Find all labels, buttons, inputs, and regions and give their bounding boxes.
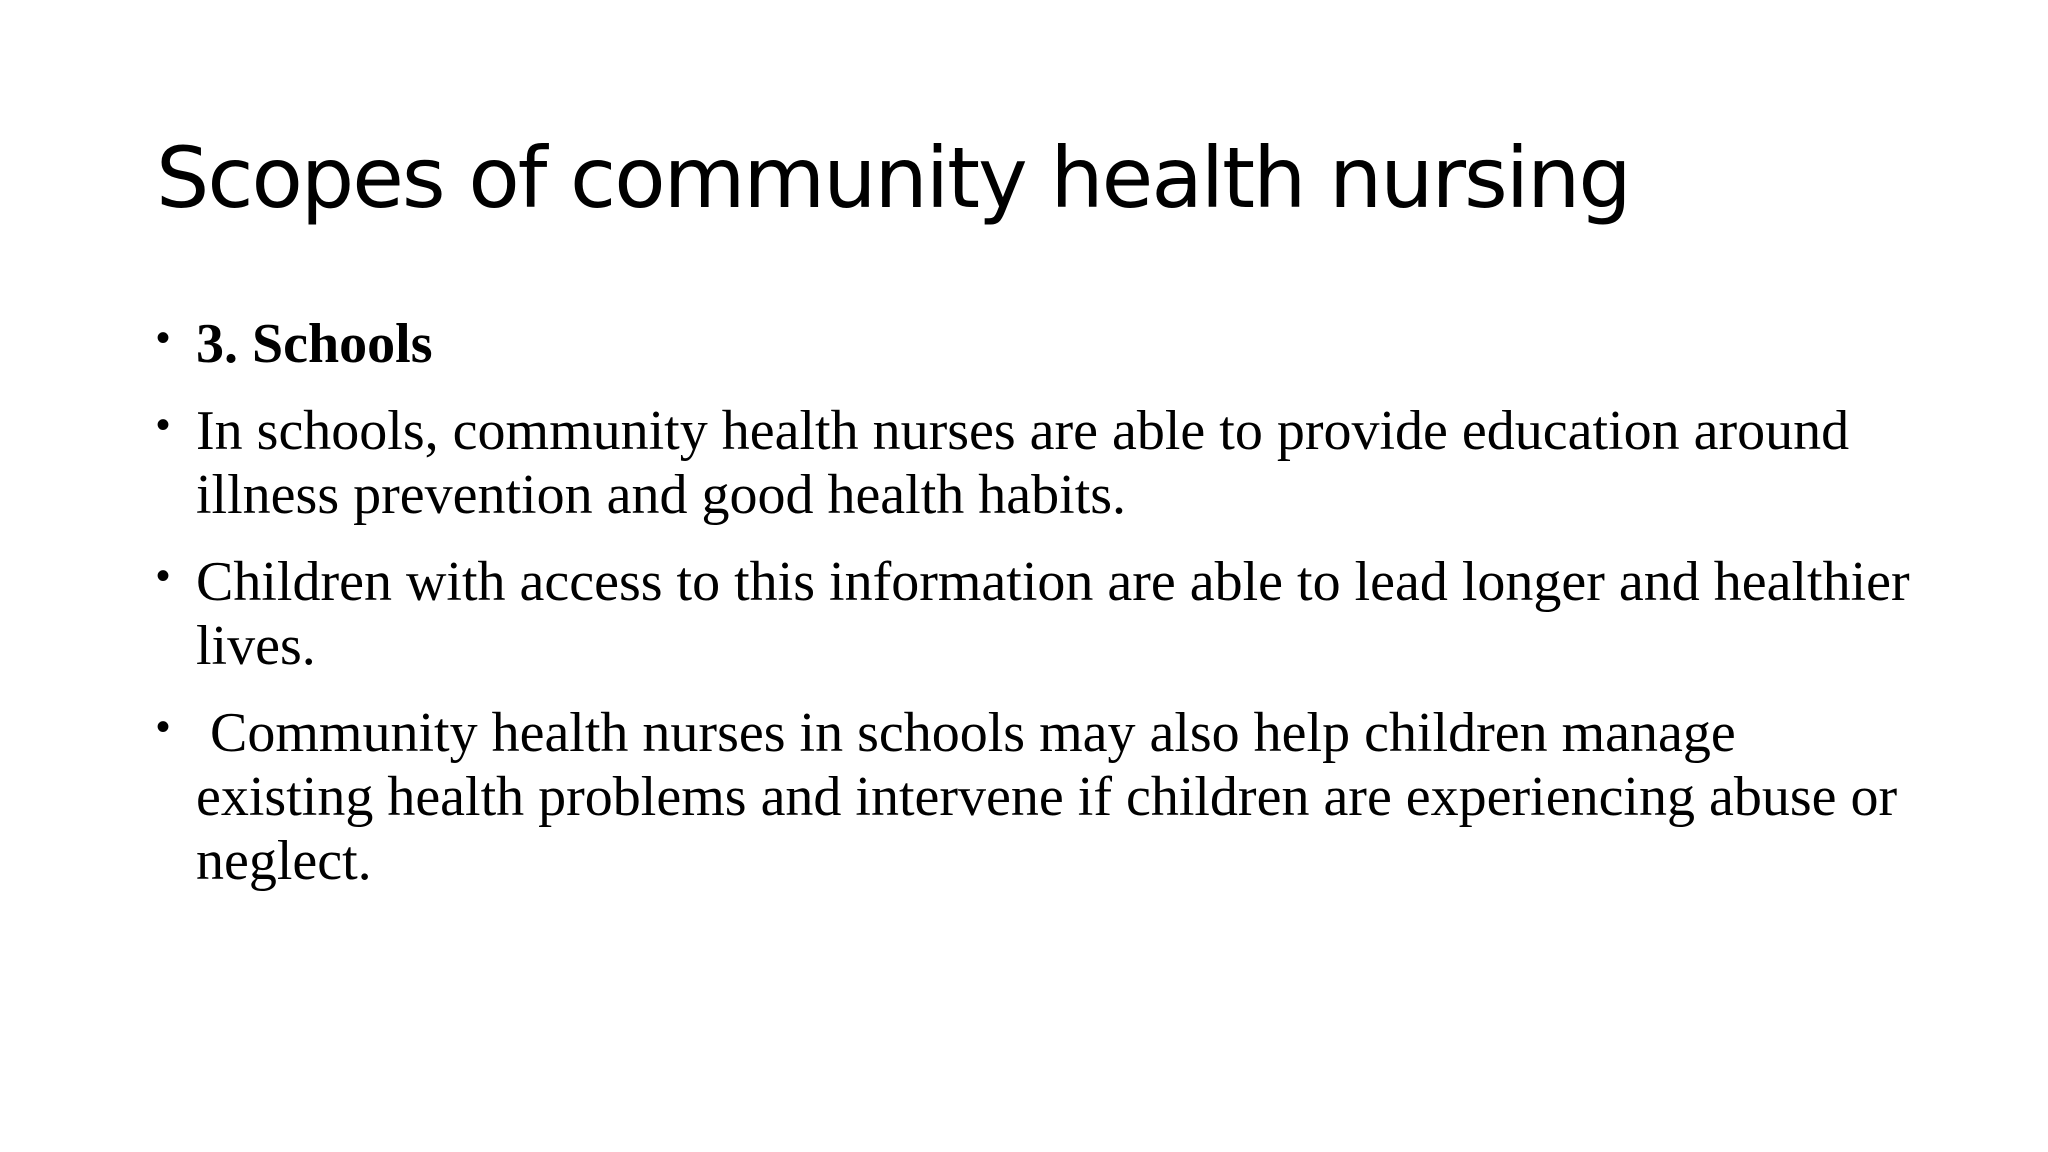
bullet-item [156,701,1916,893]
bullet-item [156,550,1916,678]
bullet-text: Community health nurses in schools may also help children manage existing health problems and intervene if children are experiencing abuse or neglect. [196,702,1898,892]
bullet-text: In schools, community health nurses are able to provide education around illness prevention and good health habits. [196,400,1850,526]
bullet-icon: • [156,316,171,360]
bullet-icon: • [156,403,171,447]
bullet-text-heading: 3. Schools [196,313,433,375]
slide-title: Scopes of community health nursing [156,129,1630,227]
bullet-icon: • [156,554,171,598]
bullet-list [156,312,1916,916]
bullet-text: Children with access to this information are able to lead longer and healthier lives. [196,551,1910,677]
bullet-item [156,312,1916,376]
bullet-item [156,399,1916,527]
bullet-icon: • [156,705,171,749]
